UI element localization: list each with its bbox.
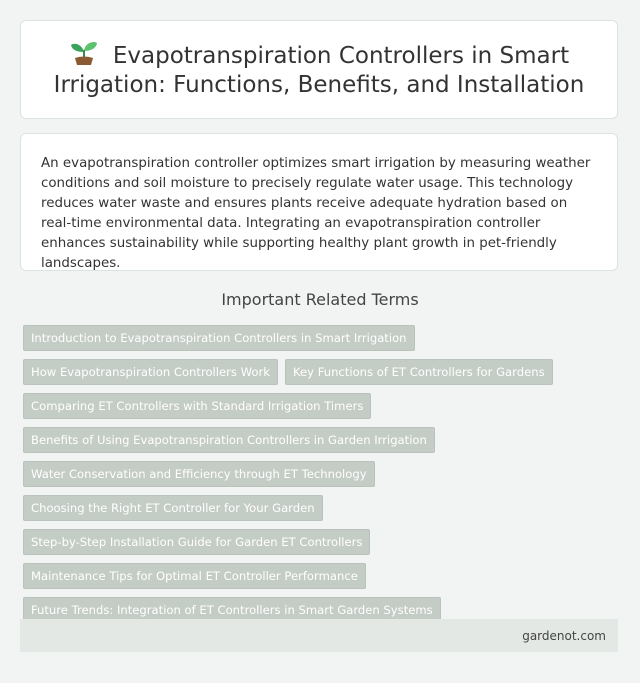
- footer-site-link[interactable]: gardenot.com: [522, 628, 606, 643]
- related-term-tag[interactable]: Key Functions of ET Controllers for Gardens: [285, 359, 553, 385]
- related-term-tag[interactable]: Future Trends: Integration of ET Controllers in Smart Garden Systems: [23, 597, 441, 623]
- seedling-icon: [69, 40, 99, 66]
- intro-card: [20, 133, 618, 271]
- title-card: [20, 20, 618, 119]
- related-terms-heading: Important Related Terms: [221, 290, 419, 309]
- related-term-tag[interactable]: Maintenance Tips for Optimal ET Controller Performance: [23, 563, 366, 589]
- related-term-tag[interactable]: Water Conservation and Efficiency through ET Technology: [23, 461, 375, 487]
- intro-paragraph: An evapotranspiration controller optimizes smart irrigation by measuring weather conditions and soil moisture to precisely regulate water usage. This technology reduces water waste and ensures plants receive adequate hydration based on real-time environmental data. Integrating an evapotranspiration controller enhances sustainability while supporting healthy plant growth in pet-friendly landscapes.: [41, 156, 591, 271]
- related-term-tag[interactable]: Benefits of Using Evapotranspiration Controllers in Garden Irrigation: [23, 427, 435, 453]
- page-title-text: Evapotranspiration Controllers in Smart Irrigation: Functions, Benefits, and Installation: [53, 42, 585, 98]
- related-term-tag[interactable]: Choosing the Right ET Controller for Your Garden: [23, 495, 323, 521]
- page-title: [21, 40, 617, 100]
- related-term-tag[interactable]: Introduction to Evapotranspiration Controllers in Smart Irrigation: [23, 325, 415, 351]
- related-term-tag[interactable]: Comparing ET Controllers with Standard Irrigation Timers: [23, 393, 371, 419]
- footer: [20, 619, 618, 652]
- related-term-tag[interactable]: Step-by-Step Installation Guide for Garden ET Controllers: [23, 529, 370, 555]
- related-term-tag[interactable]: How Evapotranspiration Controllers Work: [23, 359, 278, 385]
- related-terms-list: [23, 325, 623, 631]
